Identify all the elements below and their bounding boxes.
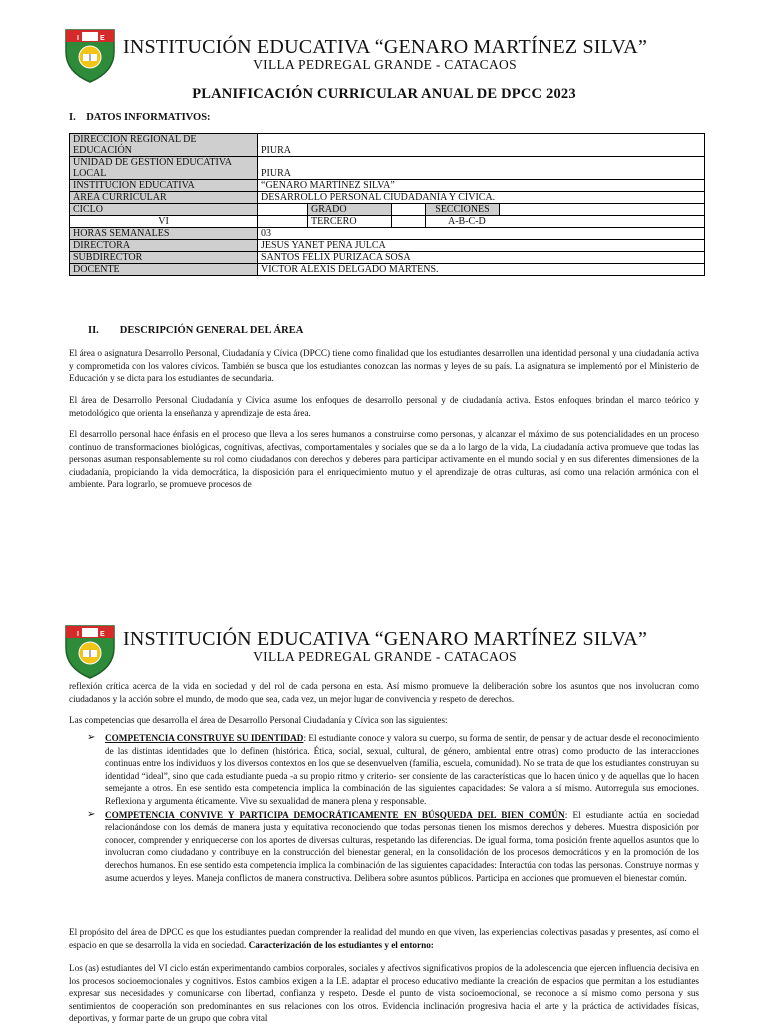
section-heading-datos: I. DATOS INFORMATIVOS: xyxy=(69,112,211,123)
school-name: INSTITUCIÓN EDUCATIVA “GENARO MARTÍNEZ SILVA” xyxy=(122,628,648,650)
row-label: CICLO xyxy=(70,204,258,216)
secciones-label: SECCIONES xyxy=(426,204,500,216)
competencia-title: COMPETENCIA CONSTRUYE SU IDENTIDAD xyxy=(105,733,304,743)
table-row xyxy=(70,240,705,252)
paragraph-enfoques: El área de Desarrollo Personal Ciudadanía y Cívica asume los enfoques de desarrollo personal y de ciudadanía activa. Estos enfoques brindan el marco teórico y metodológico que orienta la enseñanza y aprendizaje de esta área. xyxy=(69,395,699,418)
school-crest-icon xyxy=(62,620,118,680)
table-row xyxy=(70,180,705,192)
row-value: PIURA xyxy=(258,157,705,180)
row-label: UNIDAD DE GESTIÓN EDUCATIVA LOCAL xyxy=(70,157,258,180)
competencias-list xyxy=(69,732,699,885)
empty-cell xyxy=(392,216,426,228)
paragraph-reflexion: reflexión crítica acerca de la vida en sociedad y del rol de cada persona en esta. Así mismo promueve la deliberación sobre los asuntos que nos involucran como ciudadanos y la acción sobre el mundo, de modo que sea, cada vez, un mejor lugar de convivencia y respeto de derechos. xyxy=(69,681,699,704)
table-row xyxy=(70,252,705,264)
arrow-bullet-icon: ➢ xyxy=(87,808,96,820)
row-value: PIURA xyxy=(258,134,705,157)
row-label: DIRECTORA xyxy=(70,240,258,252)
list-item xyxy=(69,809,699,885)
row-label: DIRECCIÓN REGIONAL DE EDUCACIÓN xyxy=(70,134,258,157)
row-value: DESARROLLO PERSONAL CIUDADANÍA Y CÍVICA. xyxy=(258,192,705,204)
empty-cell xyxy=(500,204,705,216)
svg-text:I: I xyxy=(77,35,79,42)
secciones-value: A-B-C-D xyxy=(426,216,705,228)
table-row xyxy=(70,134,705,157)
school-name: INSTITUCIÓN EDUCATIVA “GENARO MARTÍNEZ SILVA” xyxy=(122,36,648,58)
row-label: HORAS SEMANALES xyxy=(70,228,258,240)
paragraph-competencias-intro: Las competencias que desarrolla el área de Desarrollo Personal Ciudadanía y Cívica son las siguientes: xyxy=(69,715,448,725)
competencia-text: : El estudiante actúa en sociedad relacionándose con los demás de manera justa y equitativa reconociendo que todas personas tienen los mismos derechos y deberes. Muestra disposición por conocer, comprender y enriquecerse con los aportes de diversas culturas, respetando las diferencias. De igual forma, toma posición frente aquellos asuntos que lo involucran como ciudadano y contribuye en la construcción del bienestar general, en la consolidación de los procesos democráticos y en la promoción de los derechos humanos. En ese sentido esta competencia implica la combinación de las siguientes capacidades: Interactúa con todas las personas. Construye normas y asume acuerdos y leyes. Maneja conflictos de manera constructiva. Delibera sobre asuntos públicos. Participa en acciones que promueven el bienestar común. xyxy=(105,809,699,883)
document-title: PLANIFICACIÓN CURRICULAR ANUAL DE DPCC 2023 xyxy=(192,86,576,102)
table-row xyxy=(70,264,705,276)
arrow-bullet-icon: ➢ xyxy=(87,732,96,743)
table-row xyxy=(70,204,705,216)
proposito-text: El propósito del área de DPCC es que los estudiantes puedan comprender la realidad del mundo en que viven, las experiencias colectivas pasadas y presentes, así como el espacio en que se desarrolla la vida en sociedad. xyxy=(69,927,699,950)
table-row xyxy=(70,192,705,204)
paragraph-intro: El área o asignatura Desarrollo Personal, Ciudadanía y Cívica (DPCC) tiene como finalidad que los estudiantes desarrollen una identidad personal y una ciudadanía activa y comprometida con los valores cívicos. También se busca que los estudiantes conozcan las normas y leyes de su país. La asignatura se implementó por el Ministerio de Educación y se dicta para los estudiantes de secundaria. xyxy=(69,348,699,384)
paragraph-estudiantes: Los (as) estudiantes del VI ciclo están experimentando cambios corporales, sociales y afectivos significativos propios de la adolescencia que ejercen influencia decisiva en los procesos socioemocionales y cognitivos. Estos cambios exigen a la I.E. adaptar el proceso educativo mediante la creación de espacios que permitan a los estudiantes expresar sus necesidades y comunicarse con libertad, confianza y respeto. Desde el punto de vista socioemocional, se reconoce a sí mismo como persona y sus sentimientos de cooperación son predominantes en sus relaciones con los otros. Evidencia inclinación progresiva hacia el arte y la práctica de actividades físicas, deportivas, y formar parte de un grupo que cobra vital xyxy=(69,963,699,1024)
grado-label: GRADO xyxy=(308,204,392,216)
paragraph-proposito xyxy=(69,926,699,951)
empty-cell xyxy=(258,204,308,216)
list-item xyxy=(69,732,699,808)
row-value: VICTOR ALEXIS DELGADO MARTENS. xyxy=(258,264,705,276)
svg-text:E: E xyxy=(100,631,105,638)
row-label: SUBDIRECTOR xyxy=(70,252,258,264)
competencia-text: : El estudiante conoce y valora su cuerpo, su forma de sentir, de pensar y de actuar desde el reconocimiento de las distintas identidades que lo definen (histórica. Ética, social, sexual, cultural, de género, ambiental entre otras) como producto de las interacciones continuas entre los individuos y los diversos contextos en los que se desenvuelven (familia, escuela, comunidad). No se trata de que los estudiantes construyan su identidad “ideal”, sino que cada estudiante pueda -a su propio ritmo y criterio- ser consiente de las características que lo hacen único y de aquellas que lo hacen semejante a otros. En ese sentido esta competencia implica la combinación de las siguientes capacidades: Se valora a sí mismo. Autorregula sus emociones. Reflexiona y argumenta éticamente. Vive su sexualidad de manera plena y responsable. xyxy=(105,733,699,806)
svg-text:I: I xyxy=(77,631,79,638)
row-label: DOCENTE xyxy=(70,264,258,276)
paragraph-desarrollo: El desarrollo personal hace énfasis en el proceso que lleva a los seres humanos a construirse como personas, y alcanzar el máximo de sus potencialidades en un proceso continuo de transformaciones biológicas, cognitivas, afectivas, comportamentales y sociales que se da a lo largo de la vida, La ciudadanía activa promueve que todas las personas asuman responsablemente su rol como ciudadanos con derechos y deberes para participar activamente en el mundo social y en sus diferentes dimensiones de la ciudadanía, propiciando la vida democrática, la disposición para el enriquecimiento mutuo y el aprendizaje de otras culturas, así como una relación armónica con el ambiente. Para lograrlo, se promueve procesos de xyxy=(69,429,699,490)
ciclo-value: VI xyxy=(70,216,258,228)
row-value: 03 xyxy=(258,228,705,240)
table-row xyxy=(70,157,705,180)
table-row xyxy=(70,228,705,240)
document-page-2 xyxy=(0,560,768,1024)
row-value: SANTOS FÉLIX PURIZACA SOSA xyxy=(258,252,705,264)
school-location: VILLA PEDREGAL GRANDE - CATACAOS xyxy=(253,57,517,72)
datos-informativos-table xyxy=(69,133,705,276)
row-label: INSTITUCIÓN EDUCATIVA xyxy=(70,180,258,192)
section-heading-descripcion: II. DESCRIPCIÓN GENERAL DEL ÁREA xyxy=(88,325,304,336)
empty-cell xyxy=(392,204,426,216)
table-row xyxy=(70,216,705,228)
competencia-title: COMPETENCIA CONVIVE Y PARTICIPA DEMOCRÁTICAMENTE EN BÚSQUEDA DEL BIEN COMÚN xyxy=(105,809,565,820)
caracterizacion-heading: Caracterización de los estudiantes y el entorno: xyxy=(248,939,434,950)
row-label: ÁREA CURRICULAR xyxy=(70,192,258,204)
empty-cell xyxy=(258,216,308,228)
row-value: “GENARO MARTÍNEZ SILVA” xyxy=(258,180,705,192)
school-crest-icon xyxy=(62,24,118,84)
row-value: JESÚS YANET PEÑA JULCA xyxy=(258,240,705,252)
school-location: VILLA PEDREGAL GRANDE - CATACAOS xyxy=(253,649,517,664)
grado-value: TERCERO xyxy=(308,216,392,228)
svg-text:E: E xyxy=(100,35,105,42)
